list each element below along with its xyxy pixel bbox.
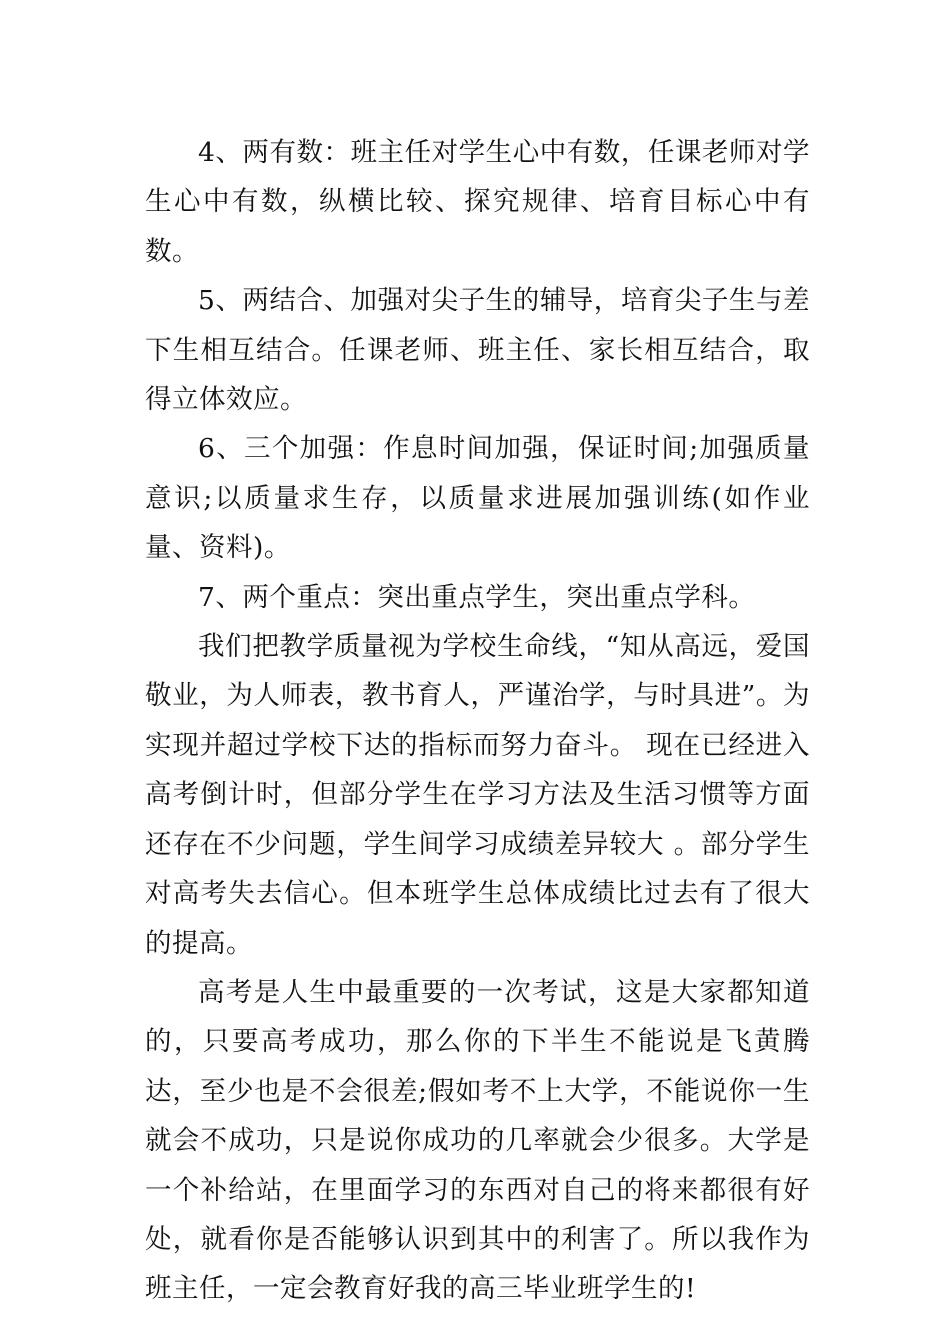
paragraph-college-exam: 高考是人生中最重要的一次考试，这是大家都知道的，只要高考成功，那么你的下半生不能说是飞黄腾达，至少也是不会很差;假如考不上大学，不能说你一生就会不成功，只是说你成功的几率就会少很多。大学是一个补给站，在里面学习的东西对自己的将来都很有好处，就看你是否能够认识到其中的利害了。所以我作为班主任，一定会教育好我的高三毕业班学生的! <box>145 976 810 1305</box>
document-body <box>145 128 810 1314</box>
paragraph-two-counts: 4、两有数：班主任对学生心中有数，任课老师对学生心中有数，纵横比较、探究规律、培育目标心中有数。 <box>145 137 810 267</box>
paragraph-two-combinations: 5、两结合、加强对尖子生的辅导，培育尖子生与差下生相互结合。任课老师、班主任、家长相互结合，取得立体效应。 <box>145 285 810 416</box>
paragraph-two-key-points: 7、两个重点：突出重点学生，突出重点学科。 <box>198 581 756 613</box>
paragraph-teaching-quality: 我们把教学质量视为学校生命线，“知从高远，爱国敬业，为人师表，教书育人，严谨治学，与时具进”。为实现并超过学校下达的指标而努力奋斗。 现在已经进入高考倒计时，但部分学生在学习方法及生活习惯等方面还存在不少问题，学生间学习成绩差异较大 。部分学生对高考失去信心。但本班学生总体成绩比过去有了很大的提高。 <box>145 631 810 959</box>
paragraph-three-strengthenings: 6、三个加强：作息时间加强，保证时间;加强质量意识;以质量求生存，以质量求进展加强训练(如作业量、资料)。 <box>145 433 810 564</box>
